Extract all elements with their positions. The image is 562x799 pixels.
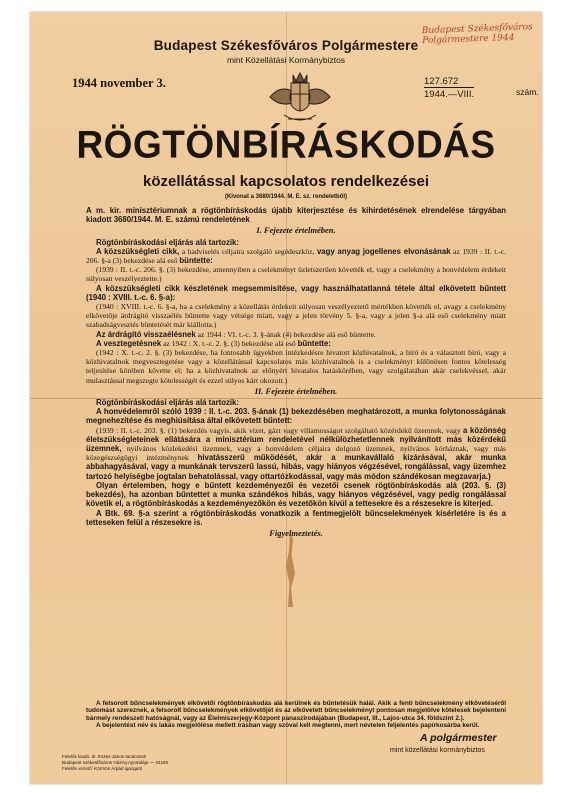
section-2-para-4: A Btk. 69. §-a szerint a rögtönbíráskodás vonatkozik a fentmegjelölt bűncselekmények kísérletére is és a tetteseken felül a részesekre is. [86,508,506,527]
coat-of-arms-icon [266,67,334,131]
section-1-heading: I. Fejezete értelmében. [256,225,336,236]
warning-text [86,700,506,730]
section-2-para-2: (1939 : II. t.-c. 203. §. (1) bekezdés vagyis, akik vizet, gázt vagy villamosságot szolgáltató közérdekű üzemnek, vagy a közönség életszükségleteinek ellátására a minisztérium rendeletével nélkülözhetetlennek nyilvánított más közérdekű üzemnek, nyilvános közlekedési üzemnek, vagy a honvédelem céljaira dolgozó üzemnek, nyilvános kórháznak, vagy más közegészségügyi intézménynek hivatásszerű működését, akár a munkavállaló kizárásával, akár munka abbahagyásával, vagy a munkának tervszerű lassú, hibás, vagy hiányos végzésével, rongálással, vagy üzemhez tartozó helyiségbe jogtalan behatolással, vagy ottartózkodással, vagy más módon szándékosan megzavarja.) [86,425,506,481]
ref-numerator: 127.672 [424,76,459,87]
body-text [86,206,506,540]
poster-sheet [30,12,542,784]
section-1-para-2: (1939 : II. t.-c. 206. §. (3) bekezdése, amennyiben a cselekményt üzletszerűen követték el, vagy a cselekmény a honvédelem érdekeit súlyosan veszélyeztette.) [86,265,506,284]
warning-para-2: A bejelentést név és lakás megjelölése mellett írásban vagy szóval kell megtenni, mert névtelen feljelentés papírkosárba kerül. [96,722,480,730]
printer-imprint: Felelős kiadó: dr. Eszes János tanácsnok Budapest székesfőváros Háziny.nyomdája — 34180 Felelős vezető: Körmös Árpád igazgató [62,754,169,771]
section-1-para-4: (1940 : XVIII. t.-c. 6. §-a, ha a cselekmény a közellátás érdekeit súlyosan veszélyeztető mértékben követték el, avagy a cselekmény elkövetője árdrágító visszaélés bűntette vagy vétsége miatt, vagy a jelen törvény 5. §-a, vagy a jelen §-a alá eső cselekmény miatt szabadságvesztés büntetését már kiállotta.) [86,302,506,330]
issuer-subtitle: mint Közellátási Kormánybiztos [226,55,346,65]
intro-paragraph: A m. kir. minisztériumnak a rögtönbíráskodás újabb kiterjesztése és kihirdetésének elrendelése tárgyában kiadott 3680/1944. M. E. számú rendeletének [86,206,506,225]
section-3-heading: Figyelmeztetés. [269,527,323,538]
headline: RÖGTÖNBÍRÁSKODÁS [76,122,496,166]
signature-title: A polgármester [420,732,497,744]
section-2-para-3: Olyan értelemben, hogy e bűntett kezdeményezői és vezetői csenek rögtönbíráskodás alá (203. §. (3) bekezdés), ha azonban bűntettet a munka szándékos hibás, vagy hiányos végzésével, vagy pedig rongálással követik el, a rögtönbíráskodás a kezdeményezőkön és vezetőkön kívül a tettesekre és a részesekre is kiterjed. [86,480,506,509]
paper-tear [286,532,296,607]
section-1-para-3: A közszükségleti cikk készletének megsemmisítése, vagy használhatatlanná tétele által elkövetett bűntett (1940 : XVIII. t.-c. 6. §-a): [86,283,506,302]
reference-number [424,76,539,100]
subheadline: közellátással kapcsolatos rendelkezései [143,173,429,190]
section-1-lead: Rögtönbíráskodási eljárás alá tartozik: [96,237,239,247]
handwritten-note: Budapest Székesfőváros Polgármestere 1944 [421,22,533,47]
issue-date: 1944 november 3. [72,76,166,90]
issuer-name: Budapest Székesfőváros Polgármestere [153,38,419,53]
section-1-para-7: (1942 : X. t.-c. 2. §. (3) bekezdése, ha fontosabb ügyekben intézkedésre hivatott közhivatalnok, a bíró és a választott bíró, vagy a közhivatalnok megvesztegetése vagy a közellátással kapcsolatos más közhivatalnok is a cselekményt különösen fontos kötelesség teljesítése körében követte el; ha a közhivatalnok az előnyért hivatalos hatáskörében, vagy szolgálatában akár cselekvéssel, akár mulasztással megszegte kötelességét és ezzel súlyos kárt okozott.) [86,348,506,385]
section-1-para-6: A vesztegetésnek az 1942 : X. t.-c. 2. §. (3) bekezdése alá eső bűntette: [96,338,331,348]
section-2-heading: II. Fejezete értelmében. [254,385,338,396]
ref-szam-label: szám. [516,87,539,97]
subheadline-note: (Kivonat a 3680/1944. M. E. sz. rendeletből) [224,194,348,200]
section-1-para-1: A közszükségleti cikk, a hadviselés céljaira szolgáló segédeszköz, vagy anyag jogellenes elvonásának az 1939 : II. t.-c. 206. §-a (3) bekezdése alá eső büntette: [86,246,506,266]
section-2-lead: Rögtönbíráskodási eljárás alá tartozik: [96,398,239,408]
warning-para-1: A felsorolt bűncselekmények elkövetői rögtönbíráskodás alá kerülnek és bűntetésük halál. Akik a fenti bűncselekmény elkövetéséről tudomást szereznek, a felsorolt bűncselekmények elkövetőjét és az elkövetett bűncselekményt pontosan megjelölve kötelesek bejelenteni bármely rendészeti hatóságnál, vagy az Élelmiszerjegy-Központ panaszirodájában (Budapest, III., Lajos-utca 34. földszint 2.). [86,700,506,722]
ref-denominator: 1944.—VIII. [424,89,475,100]
section-2-para-1: A honvédelemről szóló 1939 : II. t.-c. 203. §-ának (1) bekezdésében meghatározott, a munka folytonosságának megnehezítése és meghiúsítása által elkövetett bűntett: [86,407,506,426]
signature-subtitle: mint közellátási kormánybiztos [390,747,485,754]
section-1-para-5: Az árdrágító visszaélésnek az 1944 : VI. t.-c. 3. §-ának (4) bekezdése alá eső büntette. [96,329,376,339]
